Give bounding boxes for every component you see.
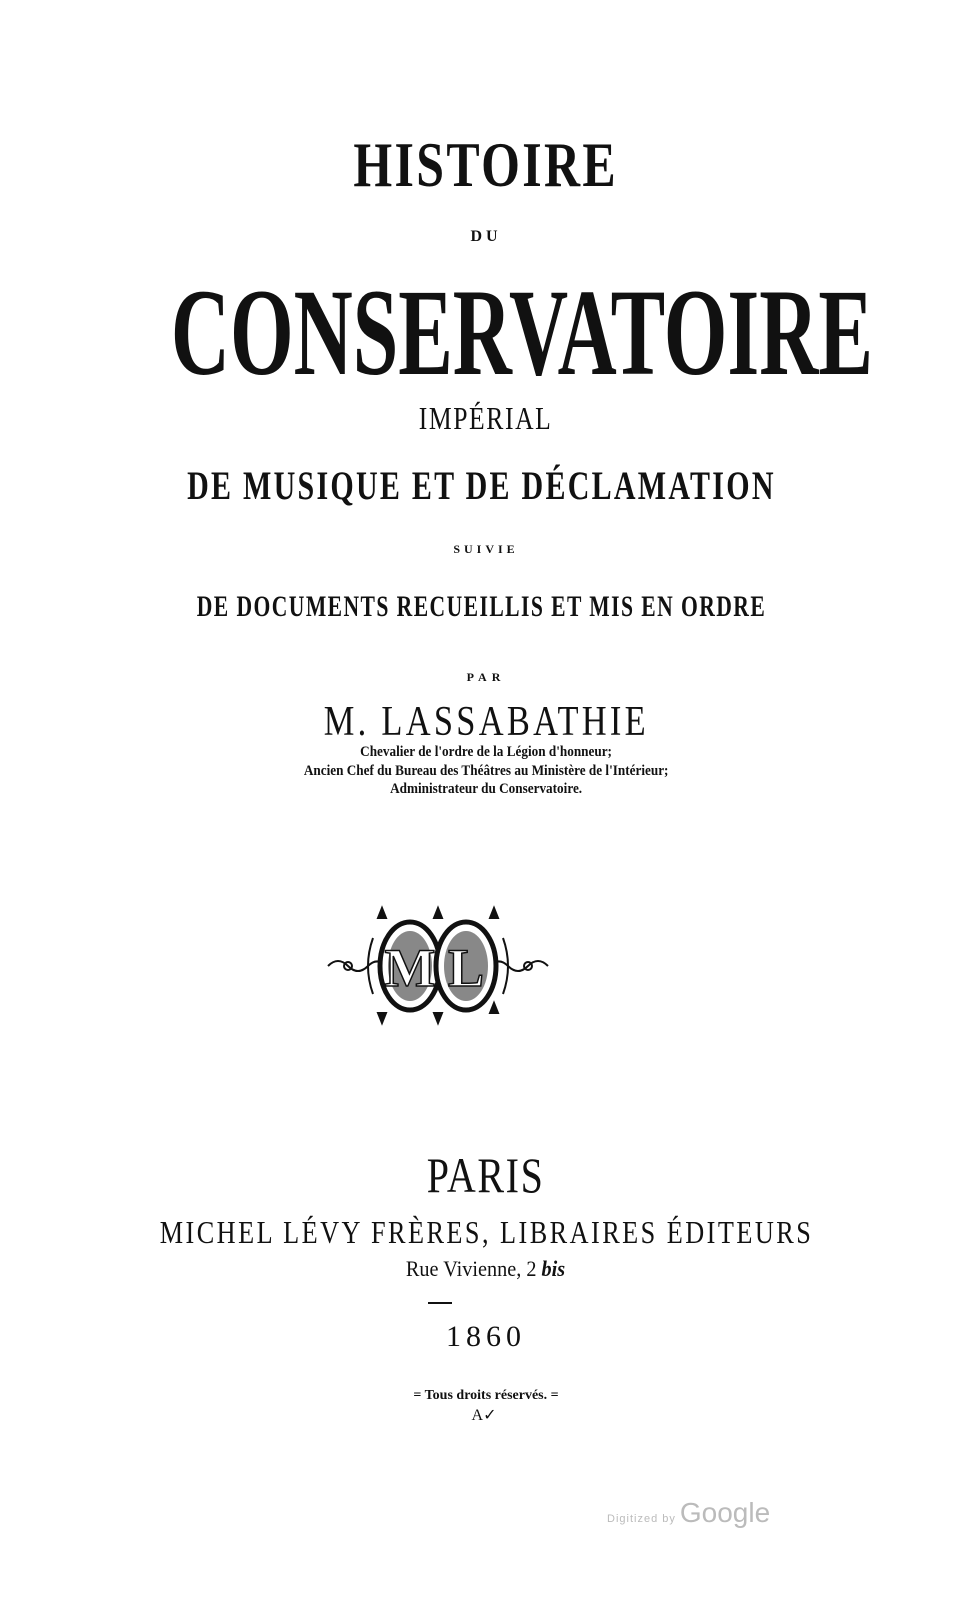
by-label: PAR	[466, 670, 506, 684]
handwritten-mark: A✓	[471, 1407, 497, 1424]
title-imperial: IMPÉRIAL	[419, 400, 553, 436]
title-histoire: HISTOIRE	[353, 129, 619, 200]
publication-year: 1860	[446, 1320, 526, 1353]
subtitle-documents: DE DOCUMENTS RECUEILLIS ET MIS EN ORDRE	[196, 590, 766, 623]
svg-text:L: L	[447, 938, 485, 998]
author-credential: Chevalier de l'ordre de la Légion d'honneur;	[360, 744, 612, 760]
title-conservatoire: CONSERVATOIRE	[170, 264, 873, 401]
title-musique: DE MUSIQUE ET DE DÉCLAMATION	[186, 463, 776, 508]
divider	[428, 1302, 452, 1304]
author-name: M. LASSABATHIE	[323, 699, 649, 745]
publisher-monogram-ornament-icon	[318, 898, 558, 1033]
subtitle-suivie: SUIVIE	[453, 542, 519, 556]
publisher: MICHEL LÉVY FRÈRES, LIBRAIRES ÉDITEURS	[159, 1214, 813, 1250]
google-watermark: Digitized by Google	[607, 1497, 771, 1528]
title-du: DU	[470, 228, 502, 245]
rights-notice: = Tous droits réservés. =	[413, 1388, 559, 1403]
publisher-address: Rue Vivienne, 2 bis	[406, 1256, 566, 1281]
svg-text:M: M	[384, 938, 436, 998]
city: PARIS	[427, 1147, 545, 1203]
author-credential: Ancien Chef du Bureau des Théâtres au Ministère de l'Intérieur;	[303, 763, 669, 779]
author-credential: Administrateur du Conservatoire.	[389, 781, 583, 797]
